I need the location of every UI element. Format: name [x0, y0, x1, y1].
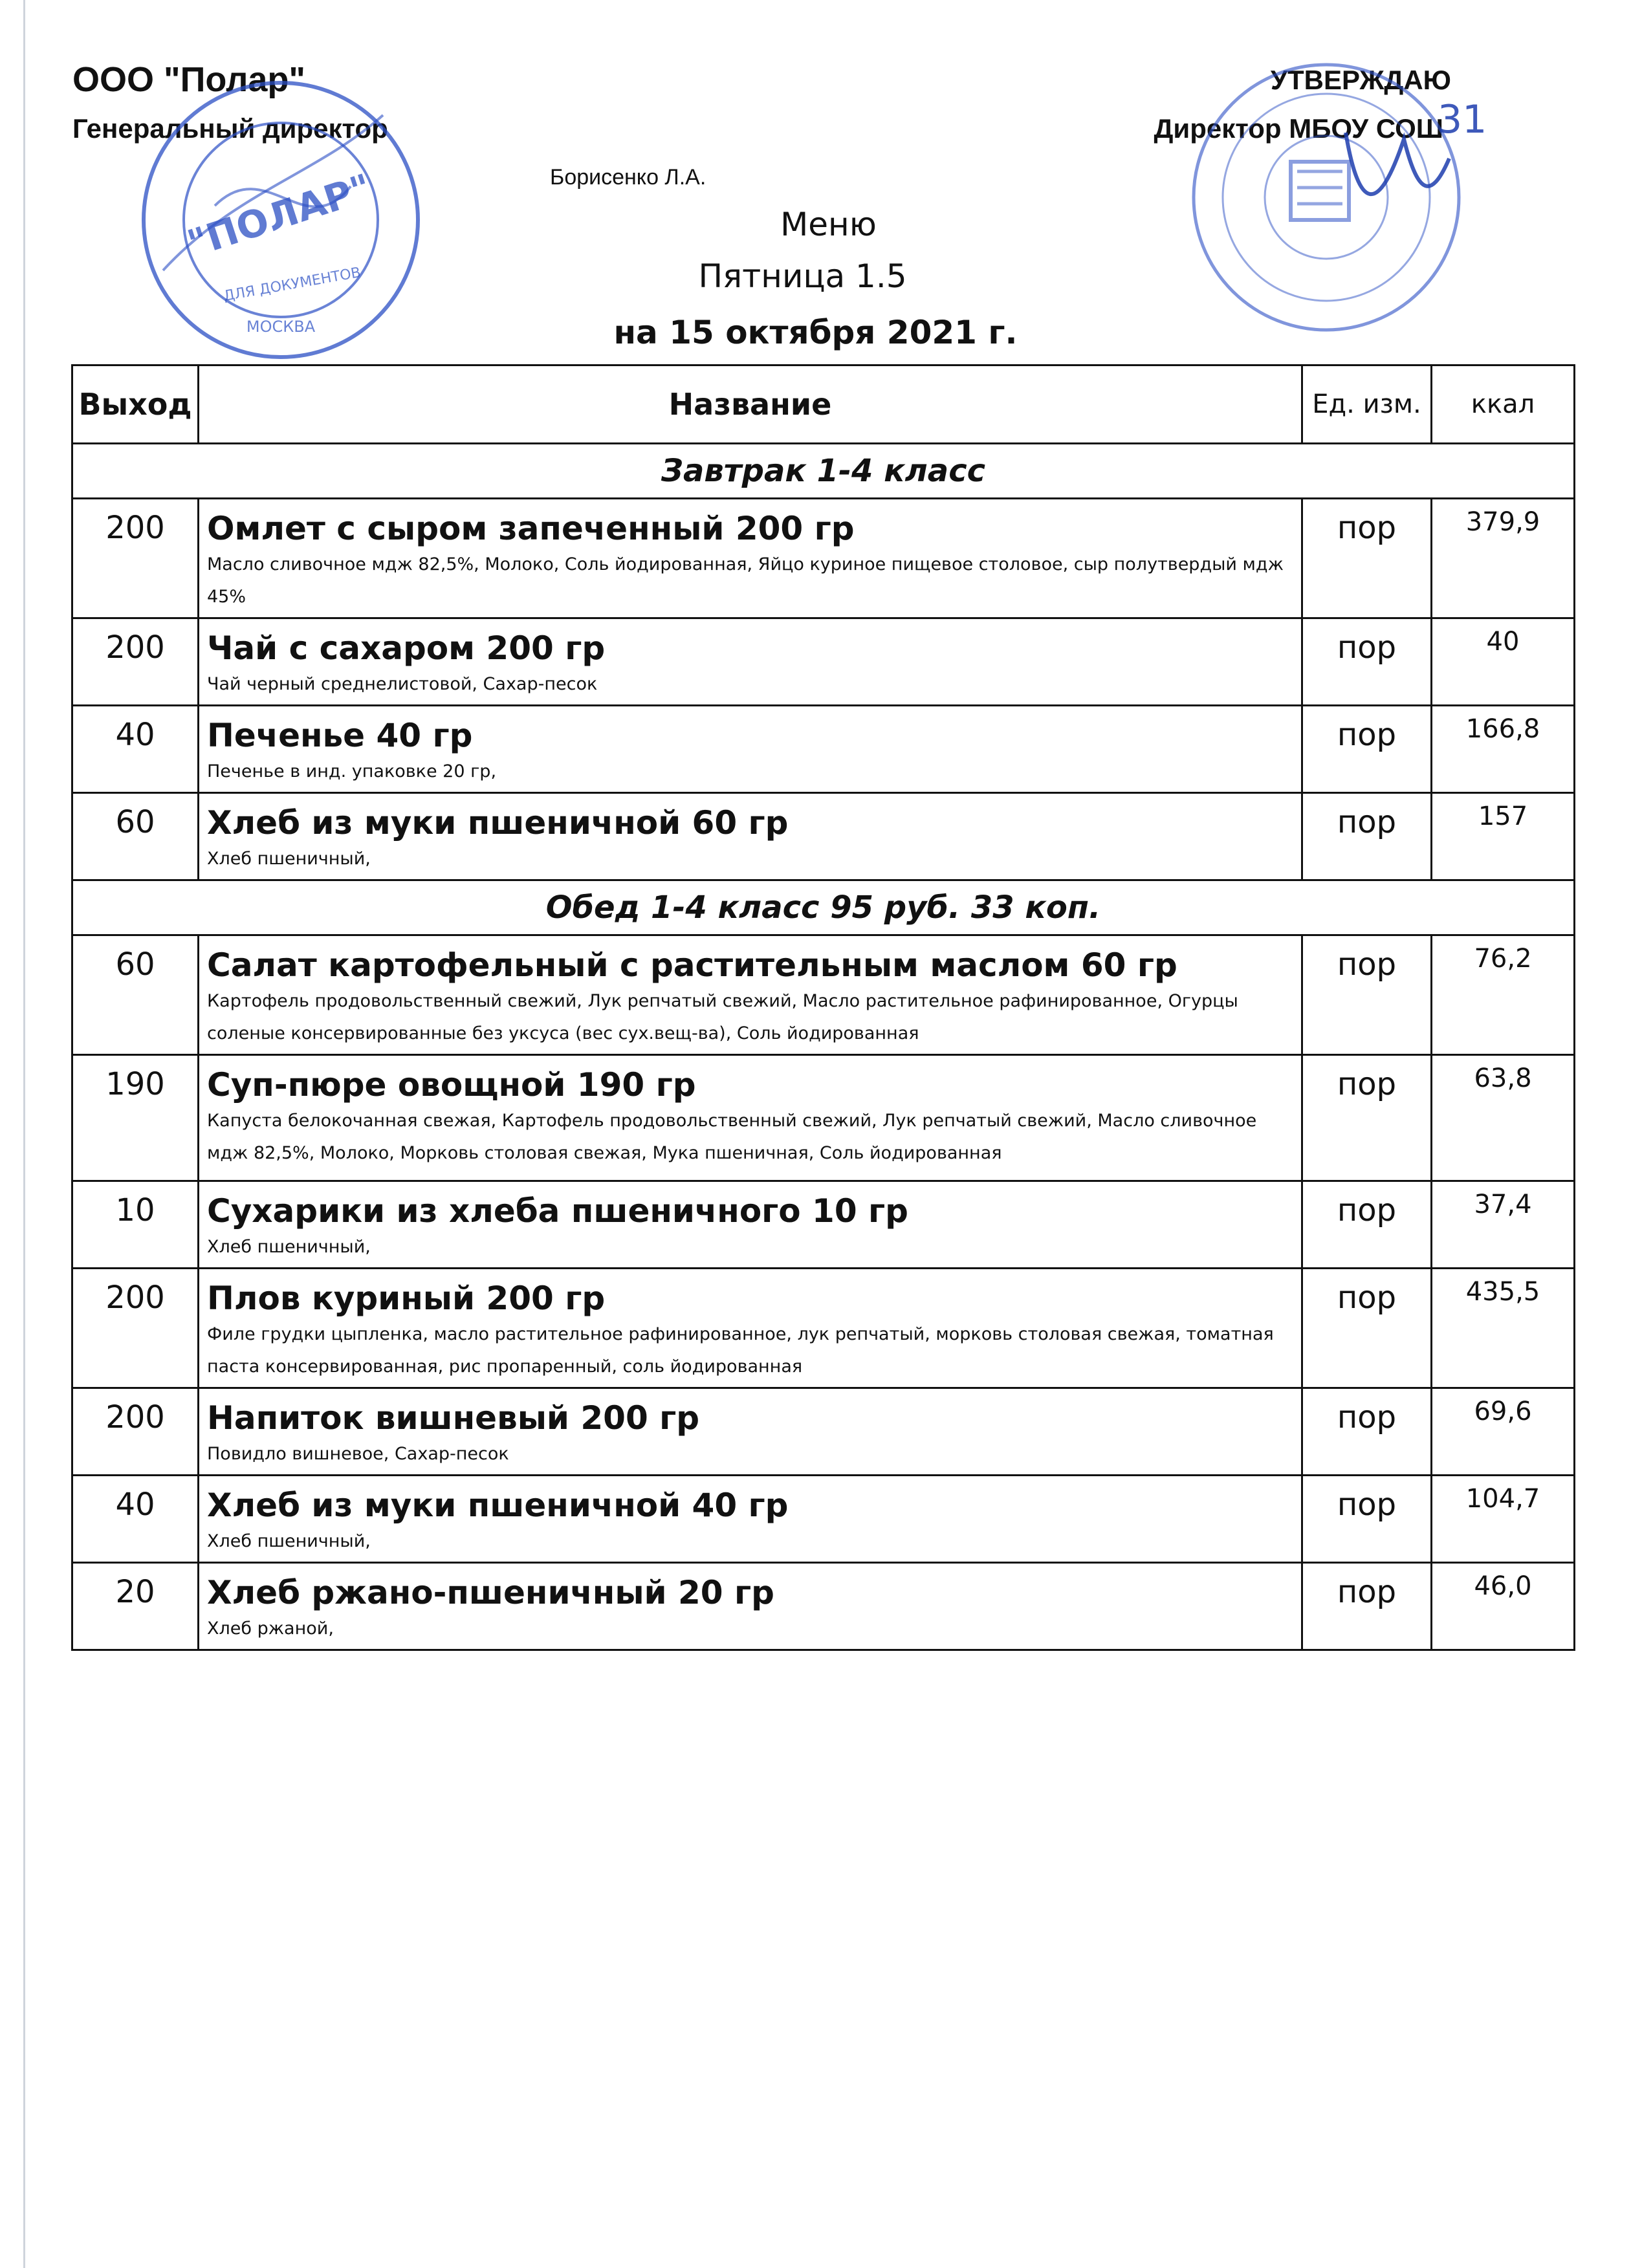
- svg-text:"ПОЛАР": "ПОЛАР": [182, 165, 377, 267]
- dish-ingredients: Печенье в инд. упаковке 20 гр,: [207, 761, 497, 781]
- dish-output: 20: [72, 1563, 199, 1650]
- table-row: [72, 1181, 1575, 1269]
- dish-name: Чай с сахаром 200 гр: [207, 629, 606, 667]
- dish-name: Плов куриный 200 гр: [207, 1280, 606, 1317]
- dish-cell: [199, 1181, 1302, 1269]
- dish-output: 40: [72, 706, 199, 793]
- column-header-kcal: ккал: [1432, 365, 1575, 444]
- dish-ingredients: Повидло вишневое, Сахар-песок: [207, 1444, 509, 1464]
- dish-cell: [199, 706, 1302, 793]
- dish-cell: [199, 1563, 1302, 1650]
- dish-output: 40: [72, 1476, 199, 1563]
- dish-cell: [199, 618, 1302, 706]
- dish-name: Омлет с сыром запеченный 200 гр: [207, 510, 855, 547]
- table-row: [72, 793, 1575, 880]
- dish-unit: пор: [1302, 706, 1432, 793]
- menu-table: [71, 364, 1575, 1651]
- dish-unit: пор: [1302, 1055, 1432, 1181]
- dish-unit: пор: [1302, 793, 1432, 880]
- dish-kcal: 40: [1432, 618, 1575, 706]
- approve-label: УТВЕРЖДАЮ: [1270, 65, 1451, 95]
- dish-ingredients: Хлеб ржаной,: [207, 1619, 334, 1639]
- table-row: [72, 1055, 1575, 1181]
- dish-name: Напиток вишневый 200 гр: [207, 1399, 700, 1437]
- dish-output: 190: [72, 1055, 199, 1181]
- menu-day: Пятница 1.5: [698, 257, 907, 295]
- dish-ingredients: Масло сливочное мдж 82,5%, Молоко, Соль йодированная, Яйцо куриное пищевое столовое, сыр полутвердый мдж 45%: [207, 554, 1284, 607]
- school-seal-stamp: [1184, 55, 1487, 340]
- table-row: [72, 1388, 1575, 1476]
- table-header-row: [72, 365, 1575, 444]
- section-title: Завтрак 1-4 класс: [72, 444, 1575, 499]
- dish-unit: пор: [1302, 499, 1432, 618]
- dish-unit: пор: [1302, 1476, 1432, 1563]
- organization-position: Генеральный директор: [72, 113, 388, 144]
- dish-output: 60: [72, 793, 199, 880]
- school-seal-icon: [1184, 55, 1487, 340]
- dish-name: Салат картофельный с растительным маслом 60 гр: [207, 946, 1177, 984]
- dish-unit: пор: [1302, 618, 1432, 706]
- dish-kcal: 379,9: [1432, 499, 1575, 618]
- dish-ingredients: Хлеб пшеничный,: [207, 849, 371, 869]
- dish-unit: пор: [1302, 935, 1432, 1055]
- svg-text:ДЛЯ ДОКУМЕНТОВ: ДЛЯ ДОКУМЕНТОВ: [222, 264, 362, 305]
- table-row: [72, 499, 1575, 618]
- dish-kcal: 157: [1432, 793, 1575, 880]
- column-header-unit: Ед. изм.: [1302, 365, 1432, 444]
- dish-kcal: 63,8: [1432, 1055, 1575, 1181]
- dish-unit: пор: [1302, 1388, 1432, 1476]
- column-header-output: Выход: [72, 365, 199, 444]
- svg-text:31: 31: [1438, 97, 1487, 142]
- dish-ingredients: Капуста белокочанная свежая, Картофель продовольственный свежий, Лук репчатый свежий, Масло сливочное мдж 82,5%, Молоко, Морковь столовая свежая, Мука пшеничная, Соль йодированная: [207, 1111, 1257, 1163]
- dish-ingredients: Хлеб пшеничный,: [207, 1531, 371, 1551]
- dish-output: 10: [72, 1181, 199, 1269]
- dish-name: Хлеб ржано-пшеничный 20 гр: [207, 1574, 774, 1611]
- dish-kcal: 69,6: [1432, 1388, 1575, 1476]
- section-row: [72, 444, 1575, 499]
- dish-name: Хлеб из муки пшеничной 40 гр: [207, 1487, 789, 1524]
- approver-position: Директор МБОУ СОШ: [1154, 113, 1443, 144]
- dish-name: Хлеб из муки пшеничной 60 гр: [207, 804, 789, 842]
- dish-unit: пор: [1302, 1563, 1432, 1650]
- section-row: [72, 880, 1575, 935]
- section-title: Обед 1-4 класс 95 руб. 33 коп.: [72, 880, 1575, 935]
- dish-name: Сухарики из хлеба пшеничного 10 гр: [207, 1192, 908, 1230]
- dish-ingredients: Хлеб пшеничный,: [207, 1237, 371, 1257]
- dish-ingredients: Филе грудки цыпленка, масло растительное рафинированное, лук репчатый, морковь столовая свежая, томатная паста консервированная, рис пропаренный, соль йодированная: [207, 1324, 1274, 1377]
- dish-cell: [199, 935, 1302, 1055]
- dish-output: 200: [72, 618, 199, 706]
- dish-ingredients: Картофель продовольственный свежий, Лук репчатый свежий, Масло растительное рафинированное, Огурцы соленые консервированные без уксуса (вес сух.вещ-ва), Соль йодированная: [207, 991, 1238, 1043]
- dish-output: 200: [72, 499, 199, 618]
- dish-unit: пор: [1302, 1269, 1432, 1388]
- table-row: [72, 706, 1575, 793]
- menu-title: Меню: [780, 206, 877, 243]
- dish-kcal: 46,0: [1432, 1563, 1575, 1650]
- dish-cell: [199, 1055, 1302, 1181]
- dish-kcal: 166,8: [1432, 706, 1575, 793]
- menu-body: [72, 444, 1575, 1650]
- dish-ingredients: Чай черный среднелистовой, Сахар-песок: [207, 674, 598, 694]
- organization-name: ООО "Полар": [72, 60, 305, 99]
- dish-output: 60: [72, 935, 199, 1055]
- dish-cell: [199, 1476, 1302, 1563]
- table-row: [72, 618, 1575, 706]
- dish-cell: [199, 793, 1302, 880]
- dish-kcal: 435,5: [1432, 1269, 1575, 1388]
- dish-kcal: 104,7: [1432, 1476, 1575, 1563]
- dish-output: 200: [72, 1388, 199, 1476]
- table-row: [72, 1563, 1575, 1650]
- table-row: [72, 1476, 1575, 1563]
- menu-date: на 15 октября 2021 г.: [613, 314, 1018, 351]
- dish-cell: [199, 1269, 1302, 1388]
- dish-name: Суп-пюре овощной 190 гр: [207, 1066, 696, 1104]
- dish-output: 200: [72, 1269, 199, 1388]
- dish-kcal: 37,4: [1432, 1181, 1575, 1269]
- dish-unit: пор: [1302, 1181, 1432, 1269]
- dish-cell: [199, 499, 1302, 618]
- dish-kcal: 76,2: [1432, 935, 1575, 1055]
- signer-name: Борисенко Л.А.: [550, 165, 706, 190]
- table-row: [72, 1269, 1575, 1388]
- table-row: [72, 935, 1575, 1055]
- svg-text:МОСКВА: МОСКВА: [246, 318, 316, 336]
- dish-name: Печенье 40 гр: [207, 717, 473, 754]
- column-header-name: Название: [199, 365, 1302, 444]
- dish-cell: [199, 1388, 1302, 1476]
